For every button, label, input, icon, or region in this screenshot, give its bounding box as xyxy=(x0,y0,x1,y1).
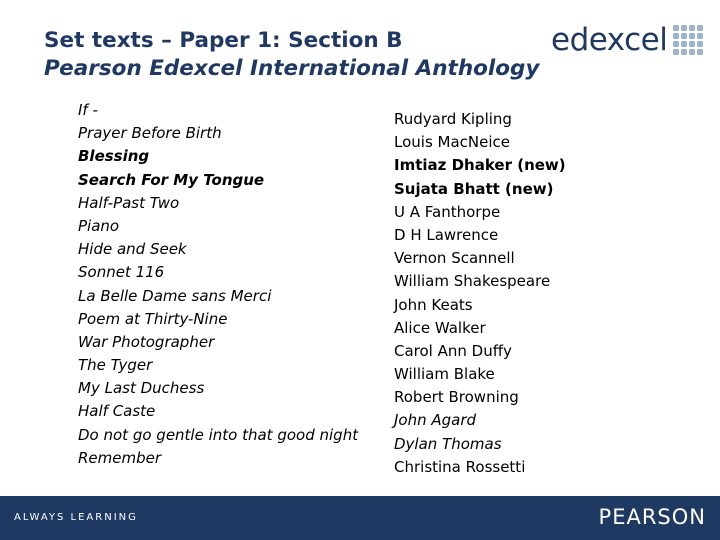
poem-title: Sonnet 116 xyxy=(78,263,165,282)
poem-title: Piano xyxy=(78,216,120,235)
pearson-logo: PEARSON xyxy=(598,505,706,529)
poem-title: Blessing xyxy=(78,147,150,166)
poem-titles-list xyxy=(78,99,358,470)
footer-tagline: ALWAYS LEARNING xyxy=(14,512,138,523)
poem-title: Poem at Thirty-Nine xyxy=(78,309,228,328)
poets-list xyxy=(394,108,566,479)
poem-title: Hide and Seek xyxy=(78,240,187,259)
poet-name: John Keats xyxy=(394,295,473,314)
logo-wordmark: edexcel xyxy=(551,22,668,58)
poem-title: Do not go gentle into that good night xyxy=(78,425,359,444)
poet-name: Christina Rossetti xyxy=(394,457,526,476)
slide-title: Set texts – Paper 1: Section B xyxy=(44,28,403,53)
poet-name: Imtiaz Dhaker (new) xyxy=(394,156,566,175)
poet-name: Dylan Thomas xyxy=(394,434,502,453)
poet-name: William Shakespeare xyxy=(394,272,551,291)
footer-bar xyxy=(0,496,720,540)
poem-title: Search For My Tongue xyxy=(78,170,265,189)
poet-name: Rudyard Kipling xyxy=(394,110,512,128)
poet-name: Alice Walker xyxy=(394,318,486,337)
poem-title: Remember xyxy=(78,448,162,467)
edexcel-logo xyxy=(551,20,703,60)
poet-name: Vernon Scannell xyxy=(394,249,515,268)
poem-title: Half-Past Two xyxy=(78,193,180,212)
poet-name: Louis MacNeice xyxy=(394,133,511,152)
slide-subtitle: Pearson Edexcel International Anthology xyxy=(44,56,540,81)
poet-name: John Agard xyxy=(394,411,477,430)
logo-dots-icon xyxy=(673,25,703,55)
poem-title: The Tyger xyxy=(78,356,153,375)
poem-title: La Belle Dame sans Merci xyxy=(78,286,272,305)
poem-title: If - xyxy=(78,101,98,119)
poet-name: D H Lawrence xyxy=(394,225,499,244)
poet-name: U A Fanthorpe xyxy=(394,202,501,221)
poet-name: Sujata Bhatt (new) xyxy=(394,179,554,198)
poem-title: Prayer Before Birth xyxy=(78,124,222,143)
poet-name: Robert Browning xyxy=(394,388,519,407)
poem-title: War Photographer xyxy=(78,332,215,351)
poem-title: Half Caste xyxy=(78,402,156,421)
poet-name: Carol Ann Duffy xyxy=(394,341,512,360)
poet-name: William Blake xyxy=(394,365,495,384)
poem-title: My Last Duchess xyxy=(78,379,205,398)
